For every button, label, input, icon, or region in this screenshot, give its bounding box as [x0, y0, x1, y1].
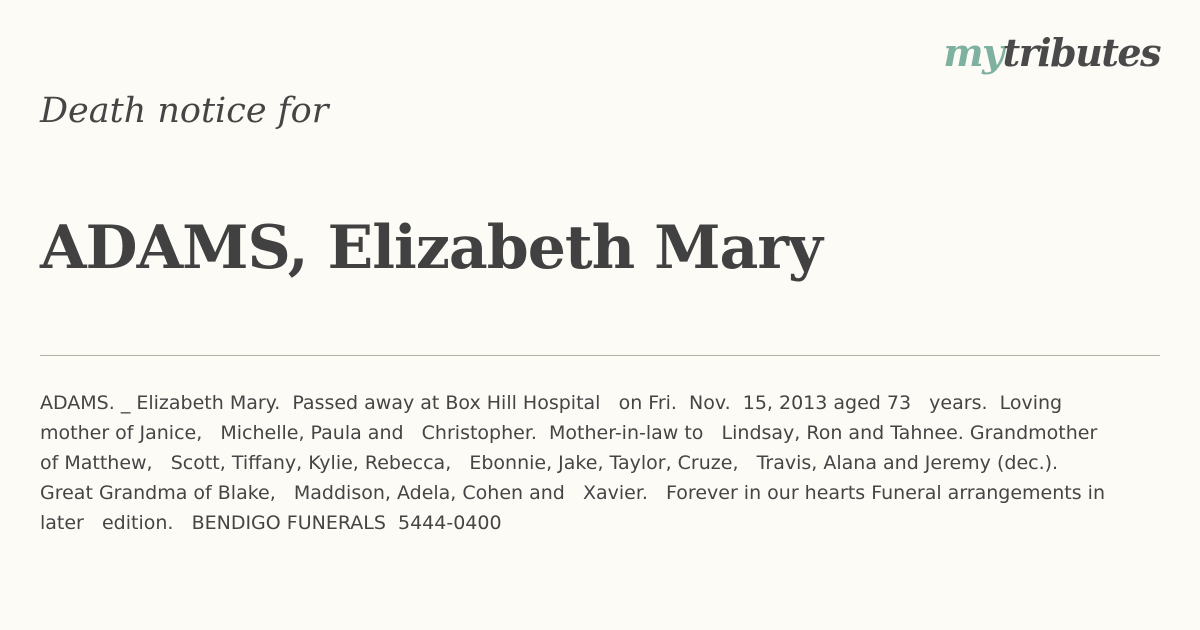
death-notice-label: Death notice for — [40, 91, 329, 131]
divider — [40, 355, 1160, 356]
deceased-name: ADAMS, Elizabeth Mary — [40, 213, 822, 283]
logo-my-text: my — [943, 30, 1003, 75]
notice-text: ADAMS. _ Elizabeth Mary. Passed away at Box Hill Hospital on Fri. Nov. 15, 2013 aged 73 years. Loving mother of Janice, Michelle, Paula and Christopher. Mother-in-law to Lindsay, Ron and Tahnee. Grandmother of Matthew, Scott, Tiffany, Kylie, Rebecca, Ebonnie, Jake, Taylor, Cruze, Travis, Alana and Jeremy (dec.). Great Grandma of Blake, Maddison, Adela, Cohen and Xavier. Forever in our hearts Funeral arrangements in later edition. BENDIGO FUNERALS 5444-0400 — [40, 392, 1112, 534]
logo-tributes-text: tributes — [1002, 30, 1160, 75]
mytributes-logo[interactable] — [943, 30, 1160, 75]
